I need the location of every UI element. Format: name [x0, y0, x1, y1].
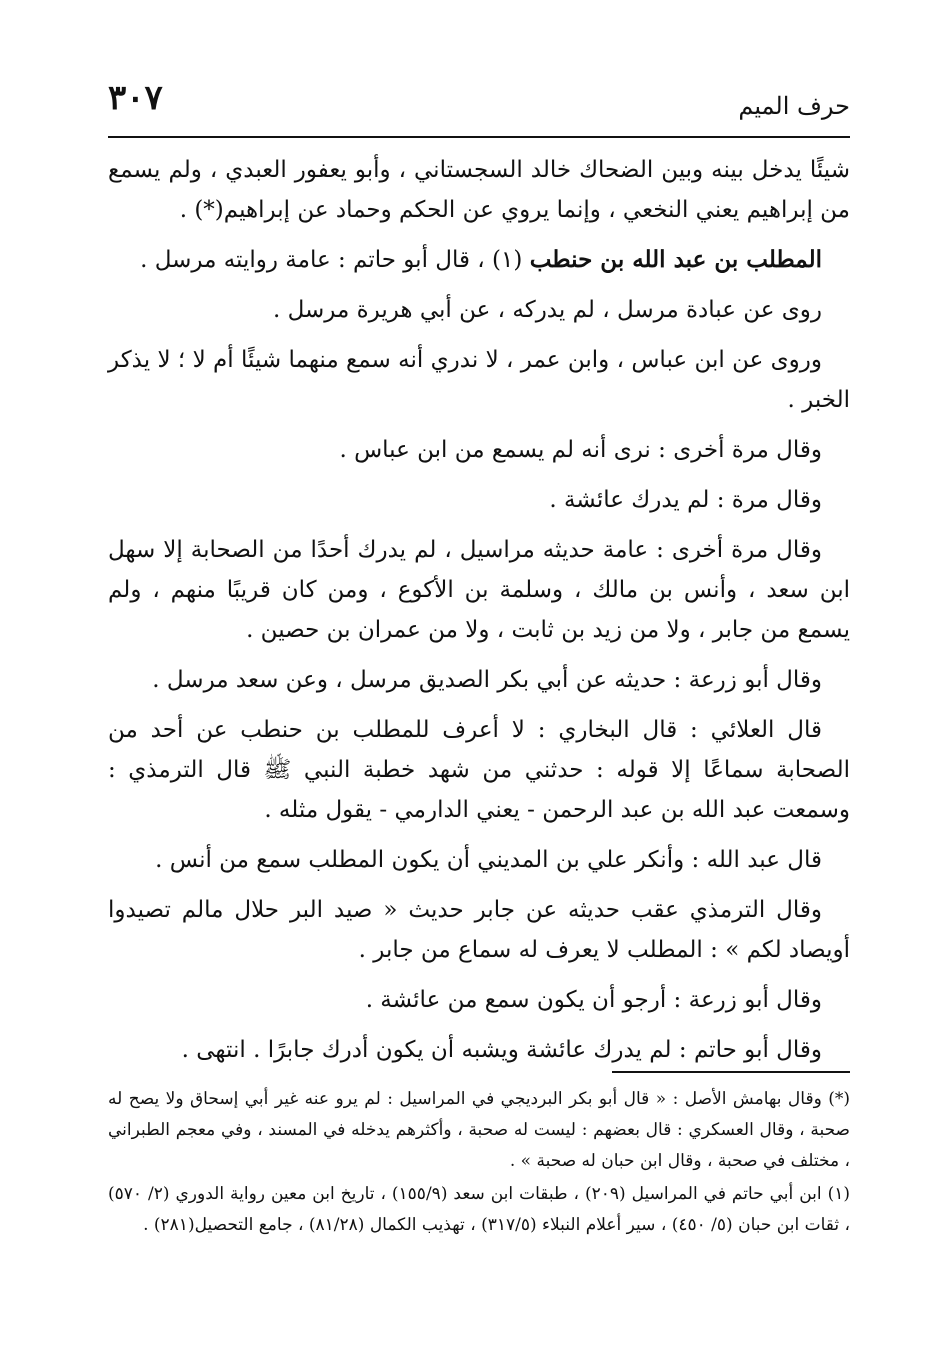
- footnotes: [108, 1084, 850, 1243]
- paragraph: شيئًا يدخل بينه وبين الضحاك خالد السجستاني ، وأبو يعفور العبدي ، ولم يسمع من إبراهيم يعني النخعي ، وإنما يروي عن الحكم وحماد عن إبراهيم(*) .: [108, 157, 850, 223]
- footnote: (١) ابن أبي حاتم في المراسيل (٢٠٩) ، طبقات ابن سعد (١٥٥/٩) ، تاريخ ابن معين رواية الدوري (٢/ ٥٧٠) ، ثقات ابن حبان (٥/ ٤٥٠) ، سير أعلام النبلاء (٣١٧/٥) ، تهذيب الكمال (٨١/٢٨) ، جامع التحصيل(٢٨١) .: [108, 1184, 850, 1235]
- paragraph: وقال أبو زرعة : أرجو أن يكون سمع من عائشة .: [365, 987, 822, 1013]
- page-header: [108, 78, 850, 134]
- paragraph: وقال أبو زرعة : حديثه عن أبي بكر الصديق مرسل ، وعن سعد مرسل .: [152, 667, 822, 693]
- paragraph: وقال مرة : لم يدرك عائشة .: [549, 487, 822, 513]
- footnote-ref: (١): [484, 247, 530, 273]
- footnote-rule: [612, 1071, 850, 1073]
- running-title: حرف الميم: [738, 92, 850, 120]
- paragraph: وقال أبو حاتم : لم يدرك عائشة ويشبه أن يكون أدرك جابرًا . انتهى .: [181, 1037, 822, 1063]
- entry-paragraph: [108, 240, 850, 280]
- entry-text: ، قال أبو حاتم : عامة روايته مرسل .: [140, 247, 485, 273]
- paragraph: قال العلائي : قال البخاري : لا أعرف للمطلب بن حنطب عن أحد من الصحابة سماعًا إلا قوله : حدثني من شهد خطبة النبي ﷺ قال الترمذي : وسمعت عبد الله بن عبد الرحمن - يعني الدارمي - يقول مثله .: [108, 717, 850, 823]
- page-number: ٣٠٧: [108, 78, 163, 118]
- paragraph: وقال مرة أخرى : عامة حديثه مراسيل ، لم يدرك أحدًا من الصحابة إلا سهل ابن سعد ، وأنس بن مالك ، وسلمة بن الأكوع ، ومن كان قريبًا منهم ، ولم يسمع من جابر ، ولا من زيد بن ثابت ، ولا من عمران بن حصين .: [108, 537, 850, 643]
- main-text: [108, 150, 850, 1080]
- paragraph: وقال الترمذي عقب حديثه عن جابر حديث « صيد البر حلال مالم تصيدوا أويصاد لكم » : المطلب لا يعرف له سماع من جابر .: [108, 897, 850, 963]
- paragraph: وروى عن ابن عباس ، وابن عمر ، لا ندري أنه سمع منهما شيئًا أم لا ؛ لا يذكر الخبر .: [108, 347, 850, 413]
- paragraph: روى عن عبادة مرسل ، لم يدركه ، عن أبي هريرة مرسل .: [272, 297, 822, 323]
- paragraph: وقال مرة أخرى : نرى أنه لم يسمع من ابن عباس .: [339, 437, 822, 463]
- header-rule: [108, 136, 850, 138]
- footnote: (*) وقال بهامش الأصل : « قال أبو بكر البرديجي في المراسيل : لم يرو عنه غير أبي إسحاق ولا يصح له صحبة ، وقال العسكري : قال بعضهم : ليست له صحبة ، وأكثرهم يدخله في المسند ، وفي معجم الطبراني ، مختلف في صحبة ، وقال ابن حبان له صحبة » .: [108, 1089, 850, 1171]
- entry-heading: المطلب بن عبد الله بن حنطب: [529, 246, 822, 273]
- paragraph: قال عبد الله : وأنكر علي بن المديني أن يكون المطلب سمع من أنس .: [155, 847, 822, 873]
